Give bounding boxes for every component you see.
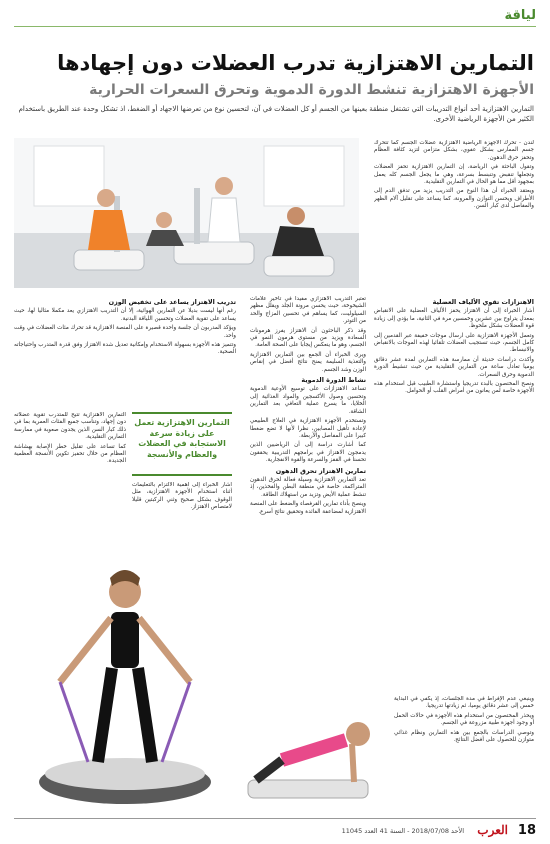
intro-paragraph: التمارين الاهتزازية أحد أنواع التدريبات التي تشتغل منطقة بعينها من الجسم أو كل العضلات في آن، لتحسين نوع من تعرضها الاجهاد أو الضغط، اذ تشكل وحدة عند الطريق باستخدام الكثير من الأجهزة الرياضية الأخرى. bbox=[18, 105, 534, 123]
paragraph: أشار الخبراء إلى أهمية الالتزام بالتعليمات أثناء استخدام الأجهزة الاهتزازية، مثل الوقوف بشكل صحيح وثني الركبتين قليلا لامتصاص الاهتزاز. bbox=[132, 482, 232, 511]
paragraph: ويؤكد المدربون أن جلسة واحدة قصيرة على المنصة الاهتزازية قد تحرك مئات العضلات في وقت واحد. bbox=[14, 325, 236, 339]
paragraph: ويحذر المختصون من استخدام هذه الأجهزة في حالات الحمل أو وجود أجهزة طبية مزروعة في الجسم. bbox=[394, 712, 534, 727]
newspaper-logo: العرب bbox=[477, 823, 508, 837]
column-left-under-quote bbox=[132, 482, 232, 552]
photo-woman-vibration-platform bbox=[14, 556, 236, 812]
photo-group-vibration-plates bbox=[14, 138, 359, 288]
paragraph: وتستخدم الأجهزة الاهتزازية في العلاج الطبيعي لإعادة تأهيل المصابين، نظرا لأنها لا تضع ضغطا كبيرا على المفاصل والأربطة. bbox=[250, 418, 366, 439]
paragraph: كما أشارت دراسة إلى أن الرياضيين الذين يدمجون الاهتزاز في برامجهم التدريبية يحققون تحسنا في القفز والسرعة والقوة الانفجارية. bbox=[250, 442, 366, 464]
paragraph: تساعد الاهتزازات على توسيع الأوعية الدموية وتحسين وصول الأكسجين والمواد الغذائية إلى الخلايا، ما يسرع عملية التعافي بعد التمارين الشاقة. bbox=[250, 386, 366, 415]
paragraph: ويعتقد الخبراء أن هذا النوع من التدريب يزيد من تدفق الدم إلى الأطراف ويحسن التوازن والمرونة، كما يساعد على تقليل آلام الظهر والمفاصل لدى كبار السن. bbox=[374, 188, 534, 210]
paragraph: ويرى الخبراء أن الجمع بين التمارين الاهتزازية والتغذية السليمة يمنح نتائج أفضل في إنقاص الوزن وشد الجسم. bbox=[250, 351, 366, 373]
subheadline: الأجهزة الاهتزازية تنشط الدورة الدموية وتحرق السعرات الحرارية bbox=[89, 82, 534, 98]
column-left-narrow bbox=[14, 412, 126, 552]
issue-info: الأحد 2018/07/08 - السنة 41 العدد 11045 bbox=[341, 827, 464, 835]
pushup-illustration bbox=[242, 696, 392, 812]
column-left-top bbox=[14, 296, 236, 408]
paragraph: وتعمل الأجهزة الاهتزازية على ارسال موجات خفيفة عبر القدمين إلى كامل الجسم، حيث تستجيب العضلات تلقائيا لهذه الموجات بالانقباض والانبساط. bbox=[374, 332, 534, 354]
photo-woman-pushup bbox=[242, 696, 392, 812]
paragraph: وأكدت دراسات حديثة أن ممارسة هذه التمارين لمدة عشر دقائق يوميا تعادل ساعة من التمارين التقليدية من حيث تنشيط الدورة الدموية وحرق السعرات. bbox=[374, 356, 534, 378]
paragraph: تعد التمارين الاهتزازية وسيلة فعالة لحرق الدهون المتراكمة، خاصة في منطقة البطن والفخذين، إذ تنشط عملية الأيض وتزيد من استهلاك الطاقة. bbox=[250, 476, 366, 498]
column-right-lower bbox=[394, 696, 534, 812]
column-subheading: نشاط الدورة الدموية bbox=[301, 376, 366, 385]
column-right-bottom bbox=[374, 296, 534, 690]
paragraph: لندن - تحرك الأجهزة الرياضية الاهتزازية عضلات الجسم كما تتحرك جسم الممارس بشكل عفوي، بشكل متزامن لتزيد كثافة العظام وتحفز حرق الدهون. bbox=[374, 140, 534, 161]
headline: التمارين الاهتزازية تدرب العضلات دون إجهادها bbox=[57, 51, 534, 75]
pull-quote: التمارين الاهتزازية تعمل على زيادة سرعة الاستجابة في العضلات والعظام والأنسجة bbox=[132, 412, 232, 476]
paragraph: وتوصي الدراسات بالجمع بين هذه التمارين ونظام غذائي متوازن للحصول على أفضل النتائج. bbox=[394, 729, 534, 744]
paragraph: أشار الخبراء إلى أن الاهتزاز يحفز الألياف العضلية على الانقباض بمعدل يتراوح بين عشرين وخمسين مرة في الثانية، ما يؤدي إلى زيادة قوة العضلات بشكل ملحوظ. bbox=[374, 308, 534, 330]
band-exercise-illustration bbox=[14, 556, 236, 812]
paragraph: وقد ذكر الباحثون أن الاهتزاز يفرز هرمونات السعادة ويزيد من مستوى هرمون النمو في الجسم، وهو ما ينعكس إيجابا على الصحة العامة. bbox=[250, 327, 366, 349]
column-subheading: الاهتزازات تقوي الألياف العضلية bbox=[432, 298, 534, 306]
paragraph: كما تساعد على تقليل خطر الإصابة بهشاشة العظام من خلال تحفيز تكوين الأنسجة العظمية الجديدة. bbox=[14, 443, 126, 465]
section-divider bbox=[14, 26, 536, 27]
column-middle bbox=[250, 296, 366, 690]
column-subheading: تمارين الاهتزاز تحرق الدهون bbox=[275, 466, 366, 475]
paragraph: وينصح بأداء تمارين القرفصاء والضغط على المنصة الاهتزازية لمضاعفة الفائدة وتحقيق نتائج أسرع. bbox=[250, 501, 366, 515]
footer-divider bbox=[14, 818, 536, 819]
paragraph: التمارين الاهتزازية تتيح للمتدرب تقوية عضلاته دون إجهاد، وتناسب جميع الفئات العمرية بما في ذلك كبار السن الذين يجدون صعوبة في ممارسة التمارين التقليدية. bbox=[14, 412, 126, 441]
paragraph: ونصح المختصون بالبدء تدريجيا واستشارة الطبيب قبل استخدام هذه الأجهزة خاصة لمن يعانون من أمراض القلب أو الحوامل. bbox=[374, 381, 534, 395]
paragraph: تعتبر التدريب الاهتزازي مفيدا في تأخير علامات الشيخوخة، حيث يحسن مرونة الجلد ويقلل مظهر السيلوليت، كما يساهم في تحسين المزاج والحد من التوتر. bbox=[250, 296, 366, 325]
column-right-top bbox=[374, 140, 534, 290]
paragraph: رغم أنها ليست بديلا عن التمارين الهوائية، إلا أن التدريب الاهتزازي يعد مكملا مثاليا لها، حيث يساعد على تقوية العضلات وتحسين اللياقة البدنية. bbox=[14, 308, 236, 322]
paragraph: وتقول الباحثة في الرياضة، إن التمارين الاهتزازية تحفز العضلات وتجعلها تنقبض وتنبسط بسرعة، وهي ما يجعل الجسم كله يعمل بمجهود أقل مما هو الحال في التمارين التقليدية. bbox=[374, 164, 534, 186]
page-number: 18 bbox=[517, 823, 536, 838]
paragraph: وينبغي عدم الإفراط في مدة الجلسات، إذ يكفي في البداية خمس إلى عشر دقائق يوميا، ثم زيادتها تدريجيا. bbox=[394, 696, 534, 710]
group-training-illustration bbox=[14, 138, 359, 288]
paragraph: وتتميز هذه الأجهزة بسهولة الاستخدام وإمكانية تعديل شدة الاهتزاز وفق قدرة المتدرب واحتياجاته الصحية. bbox=[14, 342, 236, 356]
column-subheading: تدريب الاهتزاز يساعد على تخفيض الوزن bbox=[108, 298, 236, 306]
section-tag: لياقة bbox=[504, 8, 536, 23]
